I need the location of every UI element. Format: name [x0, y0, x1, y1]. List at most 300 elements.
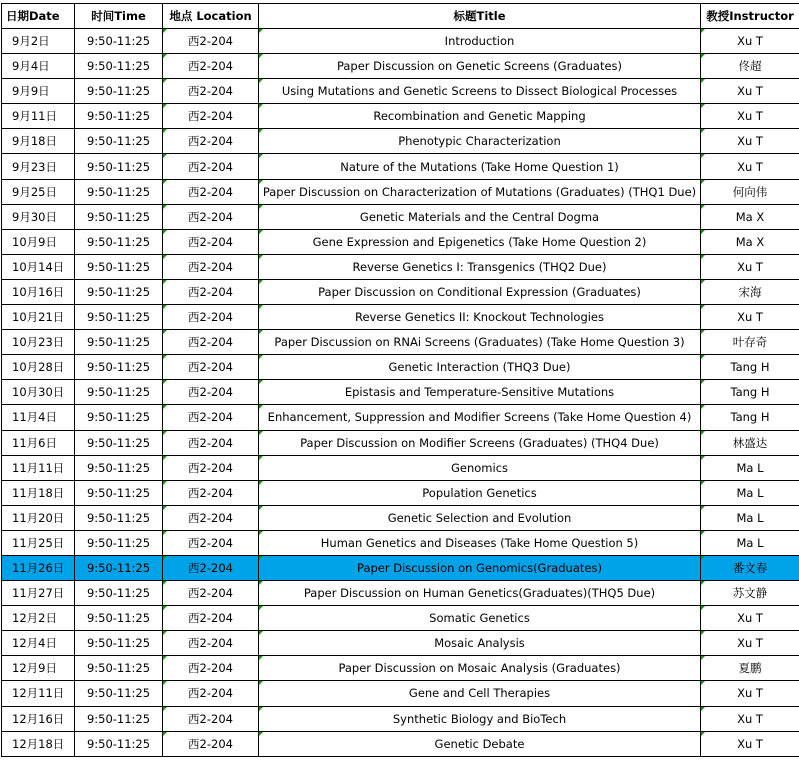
title-value: Gene Expression and Epigenetics (Take Home Question 2)	[313, 235, 647, 249]
instructor-cell[interactable]	[701, 79, 799, 104]
date-cell[interactable]	[2, 681, 75, 706]
time-cell[interactable]	[75, 681, 163, 706]
date-value: 11月27日	[12, 586, 64, 600]
instructor-cell[interactable]	[701, 29, 799, 54]
title-value: Mosaic Analysis	[434, 636, 525, 650]
time-cell[interactable]	[75, 29, 163, 54]
location-value: 西2-204	[188, 210, 233, 224]
date-cell[interactable]	[2, 455, 75, 480]
date-value: 10月9日	[12, 235, 57, 249]
time-cell[interactable]	[75, 731, 163, 756]
table-row	[2, 254, 799, 279]
cell-comment-marker	[701, 707, 705, 711]
date-cell[interactable]	[2, 731, 75, 756]
instructor-value: Tang H	[730, 360, 769, 374]
location-cell[interactable]	[163, 681, 259, 706]
instructor-value: 林盛达	[733, 436, 768, 450]
date-cell[interactable]	[2, 530, 75, 555]
title-cell[interactable]	[259, 104, 701, 129]
instructor-cell[interactable]	[701, 129, 799, 154]
location-value: 西2-204	[188, 737, 233, 751]
table-row	[2, 229, 799, 254]
time-value: 9:50-11:25	[87, 385, 150, 399]
time-cell[interactable]	[75, 581, 163, 606]
title-cell[interactable]	[259, 480, 701, 505]
time-value: 9:50-11:25	[87, 611, 150, 625]
cell-comment-marker	[701, 380, 705, 384]
cell-comment-marker	[163, 631, 167, 635]
title-cell[interactable]	[259, 279, 701, 304]
date-cell[interactable]	[2, 581, 75, 606]
cell-comment-marker	[259, 456, 263, 460]
cell-comment-marker	[163, 431, 167, 435]
title-value: Paper Discussion on Conditional Expression (Graduates)	[318, 285, 641, 299]
location-cell[interactable]	[163, 455, 259, 480]
instructor-value: 宋海	[739, 285, 762, 299]
title-value: Paper Discussion on Modifier Screens (Graduates) (THQ4 Due)	[300, 436, 659, 450]
location-cell[interactable]	[163, 229, 259, 254]
title-cell[interactable]	[259, 179, 701, 204]
location-cell[interactable]	[163, 154, 259, 179]
location-value: 西2-204	[188, 59, 233, 73]
title-value: Paper Discussion on Genetic Screens (Graduates)	[337, 59, 622, 73]
title-value: Genetic Interaction (THQ3 Due)	[389, 360, 571, 374]
title-value: Genetic Materials and the Central Dogma	[360, 210, 599, 224]
cell-comment-marker	[259, 481, 263, 485]
table-row	[2, 681, 799, 706]
location-value: 西2-204	[188, 712, 233, 726]
time-cell[interactable]	[75, 179, 163, 204]
table-row	[2, 731, 799, 756]
time-cell[interactable]	[75, 631, 163, 656]
time-cell[interactable]	[75, 129, 163, 154]
title-cell[interactable]	[259, 54, 701, 79]
instructor-cell[interactable]	[701, 505, 799, 530]
instructor-cell[interactable]	[701, 154, 799, 179]
location-value: 西2-204	[188, 285, 233, 299]
time-cell[interactable]	[75, 204, 163, 229]
date-cell[interactable]	[2, 154, 75, 179]
time-value: 9:50-11:25	[87, 636, 150, 650]
cell-comment-marker	[259, 506, 263, 510]
header-date[interactable]: 日期Date	[2, 4, 75, 29]
instructor-cell[interactable]	[701, 229, 799, 254]
time-cell[interactable]	[75, 104, 163, 129]
date-value: 9月4日	[12, 59, 50, 73]
title-value: Paper Discussion on Characterization of Mutations (Graduates) (THQ1 Due)	[263, 185, 696, 199]
time-value: 9:50-11:25	[87, 586, 150, 600]
cell-comment-marker	[163, 79, 167, 83]
location-cell[interactable]	[163, 104, 259, 129]
location-cell[interactable]	[163, 254, 259, 279]
location-value: 西2-204	[188, 385, 233, 399]
title-cell[interactable]	[259, 79, 701, 104]
title-value: Synthetic Biology and BioTech	[393, 712, 566, 726]
time-value: 9:50-11:25	[87, 410, 150, 424]
date-value: 10月14日	[12, 260, 64, 274]
header-location[interactable]: 地点 Location	[163, 4, 259, 29]
date-cell[interactable]	[2, 706, 75, 731]
table-row	[2, 330, 799, 355]
cell-comment-marker	[259, 230, 263, 234]
location-cell[interactable]	[163, 530, 259, 555]
instructor-cell[interactable]	[701, 330, 799, 355]
location-value: 西2-204	[188, 34, 233, 48]
instructor-cell[interactable]	[701, 606, 799, 631]
instructor-value: Tang H	[730, 410, 769, 424]
cell-comment-marker	[701, 481, 705, 485]
time-value: 9:50-11:25	[87, 486, 150, 500]
date-cell[interactable]	[2, 505, 75, 530]
cell-comment-marker	[701, 305, 705, 309]
instructor-cell[interactable]	[701, 179, 799, 204]
instructor-cell[interactable]	[701, 706, 799, 731]
location-cell[interactable]	[163, 179, 259, 204]
title-cell[interactable]	[259, 355, 701, 380]
title-value: Population Genetics	[422, 486, 536, 500]
date-cell[interactable]	[2, 555, 75, 580]
cell-comment-marker	[259, 205, 263, 209]
instructor-value: 叶存奇	[733, 335, 768, 349]
date-cell[interactable]	[2, 430, 75, 455]
instructor-cell[interactable]	[701, 731, 799, 756]
table-row	[2, 430, 799, 455]
title-cell[interactable]	[259, 430, 701, 455]
cell-comment-marker	[701, 129, 705, 133]
title-cell[interactable]	[259, 204, 701, 229]
instructor-cell[interactable]	[701, 54, 799, 79]
time-cell[interactable]	[75, 405, 163, 430]
schedule-table	[1, 3, 799, 757]
cell-comment-marker	[259, 606, 263, 610]
title-cell[interactable]	[259, 380, 701, 405]
time-cell[interactable]	[75, 154, 163, 179]
header-time[interactable]: 时间Time	[75, 4, 163, 29]
location-cell[interactable]	[163, 480, 259, 505]
instructor-value: Xu T	[737, 737, 763, 751]
location-cell[interactable]	[163, 355, 259, 380]
instructor-cell[interactable]	[701, 455, 799, 480]
time-value: 9:50-11:25	[87, 134, 150, 148]
cell-comment-marker	[163, 154, 167, 158]
title-cell[interactable]	[259, 731, 701, 756]
instructor-cell[interactable]	[701, 305, 799, 330]
title-cell[interactable]	[259, 229, 701, 254]
date-cell[interactable]	[2, 279, 75, 304]
location-cell[interactable]	[163, 430, 259, 455]
date-cell[interactable]	[2, 129, 75, 154]
cell-comment-marker	[163, 581, 167, 585]
title-cell[interactable]	[259, 706, 701, 731]
location-cell[interactable]	[163, 731, 259, 756]
cell-comment-marker	[163, 405, 167, 409]
location-cell[interactable]	[163, 204, 259, 229]
date-value: 11月6日	[12, 436, 57, 450]
time-cell[interactable]	[75, 54, 163, 79]
title-cell[interactable]	[259, 681, 701, 706]
title-cell[interactable]	[259, 581, 701, 606]
time-cell[interactable]	[75, 455, 163, 480]
time-value: 9:50-11:25	[87, 59, 150, 73]
date-value: 12月4日	[12, 636, 57, 650]
cell-comment-marker	[701, 255, 705, 259]
instructor-cell[interactable]	[701, 405, 799, 430]
date-cell[interactable]	[2, 54, 75, 79]
table-row	[2, 154, 799, 179]
cell-comment-marker	[163, 732, 167, 736]
time-cell[interactable]	[75, 254, 163, 279]
instructor-cell[interactable]	[701, 581, 799, 606]
instructor-value: Xu T	[737, 84, 763, 98]
time-cell[interactable]	[75, 706, 163, 731]
title-cell[interactable]	[259, 254, 701, 279]
date-cell[interactable]	[2, 631, 75, 656]
date-cell[interactable]	[2, 179, 75, 204]
table-header	[2, 4, 799, 29]
location-cell[interactable]	[163, 555, 259, 580]
instructor-value: Xu T	[737, 34, 763, 48]
title-cell[interactable]	[259, 530, 701, 555]
date-cell[interactable]	[2, 405, 75, 430]
date-cell[interactable]	[2, 305, 75, 330]
cell-comment-marker	[701, 606, 705, 610]
table-row	[2, 455, 799, 480]
date-cell[interactable]	[2, 229, 75, 254]
table-row	[2, 29, 799, 54]
instructor-value: Ma L	[736, 536, 763, 550]
title-cell[interactable]	[259, 631, 701, 656]
time-cell[interactable]	[75, 480, 163, 505]
cell-comment-marker	[701, 355, 705, 359]
time-cell[interactable]	[75, 656, 163, 681]
instructor-cell[interactable]	[701, 480, 799, 505]
header-instructor[interactable]: 教授Instructor	[701, 4, 799, 29]
time-value: 9:50-11:25	[87, 360, 150, 374]
title-cell[interactable]	[259, 455, 701, 480]
instructor-cell[interactable]	[701, 656, 799, 681]
cell-comment-marker	[163, 656, 167, 660]
cell-comment-marker	[701, 104, 705, 108]
instructor-cell[interactable]	[701, 681, 799, 706]
date-value: 10月16日	[12, 285, 64, 299]
time-value: 9:50-11:25	[87, 260, 150, 274]
time-cell[interactable]	[75, 606, 163, 631]
date-cell[interactable]	[2, 254, 75, 279]
location-value: 西2-204	[188, 561, 233, 575]
table-row	[2, 606, 799, 631]
cell-comment-marker	[163, 556, 167, 560]
title-cell[interactable]	[259, 606, 701, 631]
instructor-value: Ma L	[736, 486, 763, 500]
instructor-value: Xu T	[737, 636, 763, 650]
time-cell[interactable]	[75, 380, 163, 405]
location-cell[interactable]	[163, 129, 259, 154]
location-cell[interactable]	[163, 380, 259, 405]
title-cell[interactable]	[259, 29, 701, 54]
header-row	[2, 4, 799, 29]
header-title[interactable]: 标题Title	[259, 4, 701, 29]
location-cell[interactable]	[163, 305, 259, 330]
cell-comment-marker	[259, 656, 263, 660]
cell-comment-marker	[259, 556, 263, 560]
cell-comment-marker	[259, 54, 263, 58]
location-cell[interactable]	[163, 29, 259, 54]
instructor-cell[interactable]	[701, 204, 799, 229]
title-value: Introduction	[445, 34, 515, 48]
time-value: 9:50-11:25	[87, 536, 150, 550]
table-row	[2, 129, 799, 154]
title-cell[interactable]	[259, 555, 701, 580]
location-value: 西2-204	[188, 410, 233, 424]
location-cell[interactable]	[163, 581, 259, 606]
location-value: 西2-204	[188, 436, 233, 450]
instructor-cell[interactable]	[701, 254, 799, 279]
instructor-cell[interactable]	[701, 279, 799, 304]
cell-comment-marker	[163, 456, 167, 460]
time-value: 9:50-11:25	[87, 210, 150, 224]
location-value: 西2-204	[188, 661, 233, 675]
date-value: 12月11日	[12, 686, 64, 700]
table-row	[2, 505, 799, 530]
instructor-cell[interactable]	[701, 380, 799, 405]
instructor-value: 苏文静	[733, 586, 768, 600]
location-value: 西2-204	[188, 360, 233, 374]
title-cell[interactable]	[259, 330, 701, 355]
location-value: 西2-204	[188, 461, 233, 475]
cell-comment-marker	[701, 556, 705, 560]
date-value: 9月11日	[12, 109, 57, 123]
time-cell[interactable]	[75, 279, 163, 304]
title-cell[interactable]	[259, 129, 701, 154]
cell-comment-marker	[163, 707, 167, 711]
table-row	[2, 380, 799, 405]
cell-comment-marker	[163, 330, 167, 334]
cell-comment-marker	[701, 456, 705, 460]
title-value: Recombination and Genetic Mapping	[373, 109, 585, 123]
instructor-cell[interactable]	[701, 104, 799, 129]
cell-comment-marker	[163, 305, 167, 309]
cell-comment-marker	[701, 506, 705, 510]
title-cell[interactable]	[259, 656, 701, 681]
instructor-value: Xu T	[737, 260, 763, 274]
location-value: 西2-204	[188, 686, 233, 700]
date-cell[interactable]	[2, 355, 75, 380]
table-row	[2, 480, 799, 505]
location-cell[interactable]	[163, 330, 259, 355]
date-value: 12月18日	[12, 737, 64, 751]
instructor-cell[interactable]	[701, 430, 799, 455]
title-value: Reverse Genetics I: Transgenics (THQ2 Due)	[353, 260, 607, 274]
time-value: 9:50-11:25	[87, 737, 150, 751]
cell-comment-marker	[163, 54, 167, 58]
instructor-value: Xu T	[737, 310, 763, 324]
date-cell[interactable]	[2, 29, 75, 54]
location-cell[interactable]	[163, 606, 259, 631]
cell-comment-marker	[163, 506, 167, 510]
title-cell[interactable]	[259, 154, 701, 179]
location-cell[interactable]	[163, 405, 259, 430]
time-cell[interactable]	[75, 555, 163, 580]
cell-comment-marker	[163, 230, 167, 234]
time-value: 9:50-11:25	[87, 511, 150, 525]
cell-comment-marker	[701, 405, 705, 409]
cell-comment-marker	[701, 581, 705, 585]
cell-comment-marker	[259, 104, 263, 108]
cell-comment-marker	[701, 681, 705, 685]
location-cell[interactable]	[163, 54, 259, 79]
cell-comment-marker	[701, 230, 705, 234]
title-value: Genetic Selection and Evolution	[388, 511, 572, 525]
title-cell[interactable]	[259, 505, 701, 530]
cell-comment-marker	[701, 154, 705, 158]
cell-comment-marker	[259, 531, 263, 535]
title-cell[interactable]	[259, 405, 701, 430]
date-cell[interactable]	[2, 104, 75, 129]
location-cell[interactable]	[163, 631, 259, 656]
instructor-value: 番文春	[733, 561, 768, 575]
time-cell[interactable]	[75, 505, 163, 530]
location-value: 西2-204	[188, 134, 233, 148]
location-cell[interactable]	[163, 279, 259, 304]
date-cell[interactable]	[2, 380, 75, 405]
time-cell[interactable]	[75, 430, 163, 455]
date-cell[interactable]	[2, 330, 75, 355]
cell-comment-marker	[259, 707, 263, 711]
location-value: 西2-204	[188, 109, 233, 123]
cell-comment-marker	[163, 129, 167, 133]
cell-comment-marker	[259, 129, 263, 133]
location-cell[interactable]	[163, 706, 259, 731]
location-value: 西2-204	[188, 486, 233, 500]
cell-comment-marker	[701, 732, 705, 736]
time-cell[interactable]	[75, 305, 163, 330]
instructor-value: Tang H	[730, 385, 769, 399]
table-row	[2, 706, 799, 731]
title-cell[interactable]	[259, 305, 701, 330]
date-cell[interactable]	[2, 480, 75, 505]
date-cell[interactable]	[2, 204, 75, 229]
time-cell[interactable]	[75, 355, 163, 380]
instructor-value: Xu T	[737, 109, 763, 123]
instructor-cell[interactable]	[701, 355, 799, 380]
time-cell[interactable]	[75, 229, 163, 254]
date-cell[interactable]	[2, 79, 75, 104]
title-value: Reverse Genetics II: Knockout Technologies	[355, 310, 604, 324]
cell-comment-marker	[259, 79, 263, 83]
date-value: 9月18日	[12, 134, 57, 148]
location-cell[interactable]	[163, 505, 259, 530]
location-cell[interactable]	[163, 656, 259, 681]
instructor-cell[interactable]	[701, 555, 799, 580]
date-cell[interactable]	[2, 606, 75, 631]
location-value: 西2-204	[188, 586, 233, 600]
cell-comment-marker	[163, 355, 167, 359]
cell-comment-marker	[701, 330, 705, 334]
cell-comment-marker	[701, 280, 705, 284]
title-value: Using Mutations and Genetic Screens to Dissect Biological Processes	[282, 84, 677, 98]
instructor-cell[interactable]	[701, 631, 799, 656]
time-cell[interactable]	[75, 530, 163, 555]
cell-comment-marker	[259, 732, 263, 736]
time-cell[interactable]	[75, 79, 163, 104]
title-value: Gene and Cell Therapies	[409, 686, 550, 700]
table-body	[2, 29, 799, 757]
date-cell[interactable]	[2, 656, 75, 681]
location-cell[interactable]	[163, 79, 259, 104]
instructor-cell[interactable]	[701, 530, 799, 555]
location-value: 西2-204	[188, 84, 233, 98]
time-cell[interactable]	[75, 330, 163, 355]
